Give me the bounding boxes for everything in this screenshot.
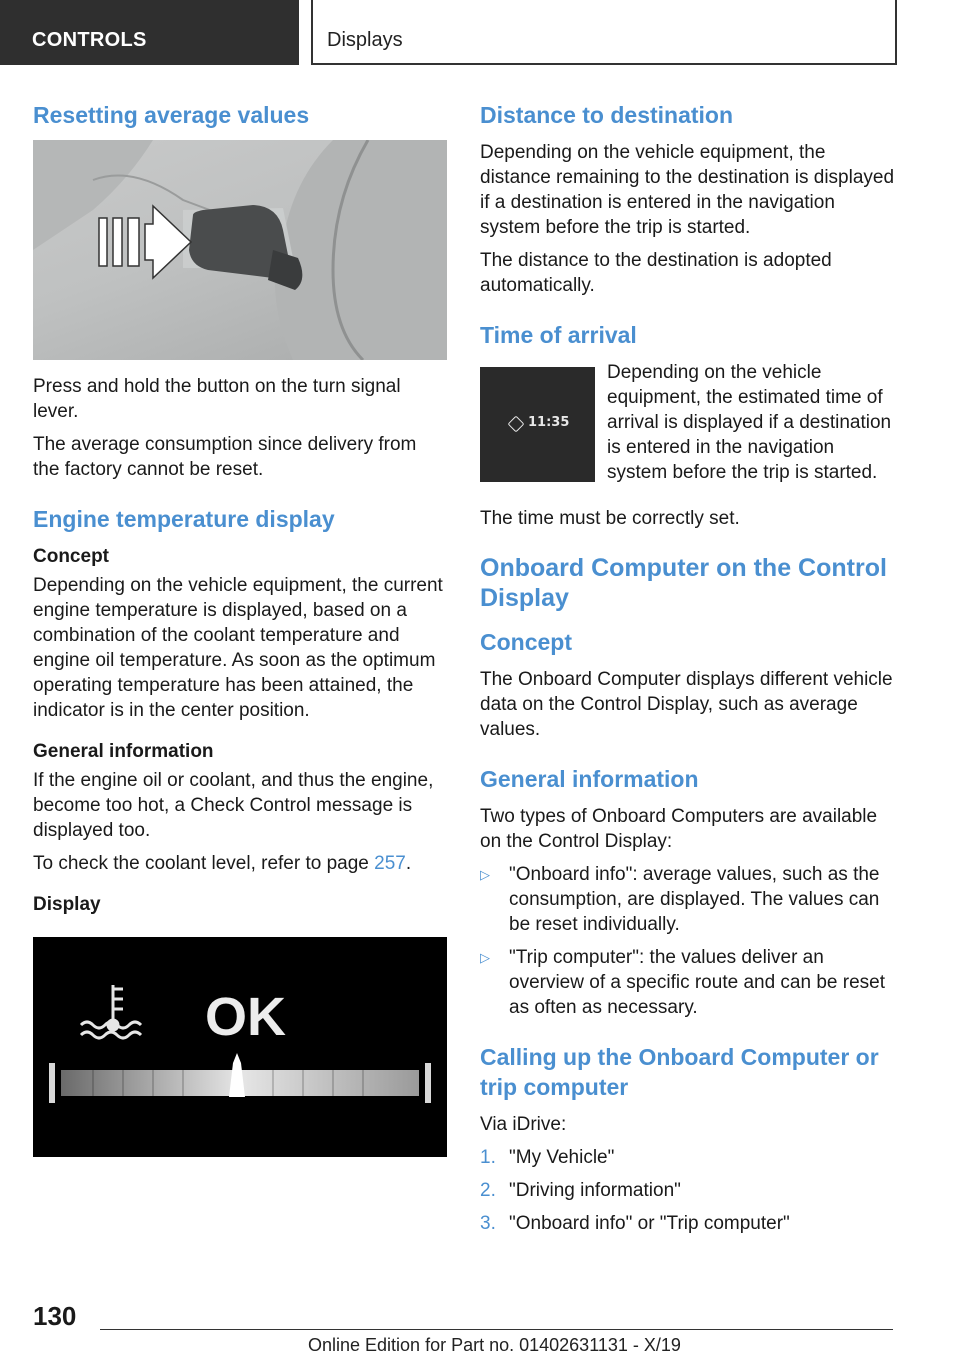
arrival-time-display-image <box>480 367 595 482</box>
arrival-block <box>480 360 896 500</box>
step-item: 1. "My Vehicle" <box>480 1147 615 1168</box>
destination-flag-icon <box>508 416 525 433</box>
page-number: 130 <box>33 1301 77 1331</box>
engine-temp-gauge <box>33 937 447 1157</box>
distance-heading: Distance to destination <box>480 102 734 128</box>
via-idrive-text: Via iDrive: <box>480 1114 567 1135</box>
left-column <box>33 100 447 1157</box>
arrival-text: Depending on the vehicle equipment, the estimated time of arrival is displayed if a destination is entered in the navigation system before the trip is started. <box>607 362 892 483</box>
coolant-temperature-icon <box>81 985 141 1038</box>
right-column <box>480 100 896 1244</box>
general-info-heading: General information <box>480 766 699 792</box>
coolant-reference-text: To check the coolant level, refer to page <box>33 853 369 874</box>
footer-divider <box>100 1329 893 1330</box>
reset-note: The average consumption since delivery from the factory cannot be reset. <box>33 434 417 480</box>
general-info-text: If the engine oil or coolant, and thus the engine, become too hot, a Check Control message is displayed too. <box>33 770 434 841</box>
onboard-general-text: Two types of Onboard Computers are available on the Control Display: <box>480 806 878 852</box>
list-item: ▷ "Onboard info": average values, such as the consumption, are displayed. The values can be reset individually. <box>480 864 880 935</box>
step-item: 2. "Driving information" <box>480 1180 681 1201</box>
idrive-steps <box>480 1145 896 1236</box>
concept-subheading: Concept <box>33 546 109 567</box>
triangle-bullet-icon: ▷ <box>480 867 490 882</box>
footer-edition: Online Edition for Part no. 01402631131 - X/19 <box>308 1335 681 1355</box>
step-item: 3. "Onboard info" or "Trip computer" <box>480 1213 790 1234</box>
onboard-computer-heading: Onboard Computer on the Control Display <box>480 554 887 612</box>
list-item: ▷ "Trip computer": the values deliver an overview of a specific route and can be reset as often as necessary. <box>480 947 885 1018</box>
section-label: CONTROLS <box>32 29 147 51</box>
arrival-description <box>607 360 897 493</box>
arrival-note: The time must be correctly set. <box>480 508 740 529</box>
calling-up-heading: Calling up the Onboard Computer or trip computer <box>480 1044 879 1100</box>
concept-heading: Concept <box>480 629 572 655</box>
general-info-subheading: General information <box>33 741 214 762</box>
display-subheading: Display <box>33 894 101 915</box>
coolant-reference-period: . <box>405 853 412 874</box>
ok-label: OK <box>205 987 286 1047</box>
arrival-heading: Time of arrival <box>480 322 637 348</box>
arrival-time-value: 11:35 <box>528 415 570 430</box>
distance-text-1: Depending on the vehicle equipment, the distance remaining to the destination is displayed if a destination is entered in the navigation system before the trip is started. <box>480 142 895 238</box>
chapter-label: Displays <box>327 29 403 51</box>
onboard-concept-text: The Onboard Computer displays different vehicle data on the Control Display, such as average values. <box>480 669 893 740</box>
chapter-tab <box>311 0 897 65</box>
turn-signal-lever-illustration <box>33 140 447 360</box>
coolant-reference <box>33 851 447 876</box>
concept-text: Depending on the vehicle equipment, the current engine temperature is displayed, based on a combination of the coolant temperature and engine oil temperature. As soon as the optimum operating temperature has been attained, the indicator is in the center position. <box>33 575 443 721</box>
reset-heading: Resetting average values <box>33 102 310 128</box>
turn-signal-lever-photo <box>33 140 447 360</box>
distance-text-2: The distance to the destination is adopted automatically. <box>480 250 832 296</box>
section-tab <box>0 0 299 65</box>
triangle-bullet-icon: ▷ <box>480 950 490 965</box>
engine-temp-display-image <box>33 937 447 1157</box>
onboard-types-list <box>480 862 896 1020</box>
engine-temp-heading: Engine temperature display <box>33 506 335 532</box>
reset-instruction: Press and hold the button on the turn signal lever. <box>33 376 401 422</box>
page-link-257[interactable]: 257 <box>374 853 406 874</box>
